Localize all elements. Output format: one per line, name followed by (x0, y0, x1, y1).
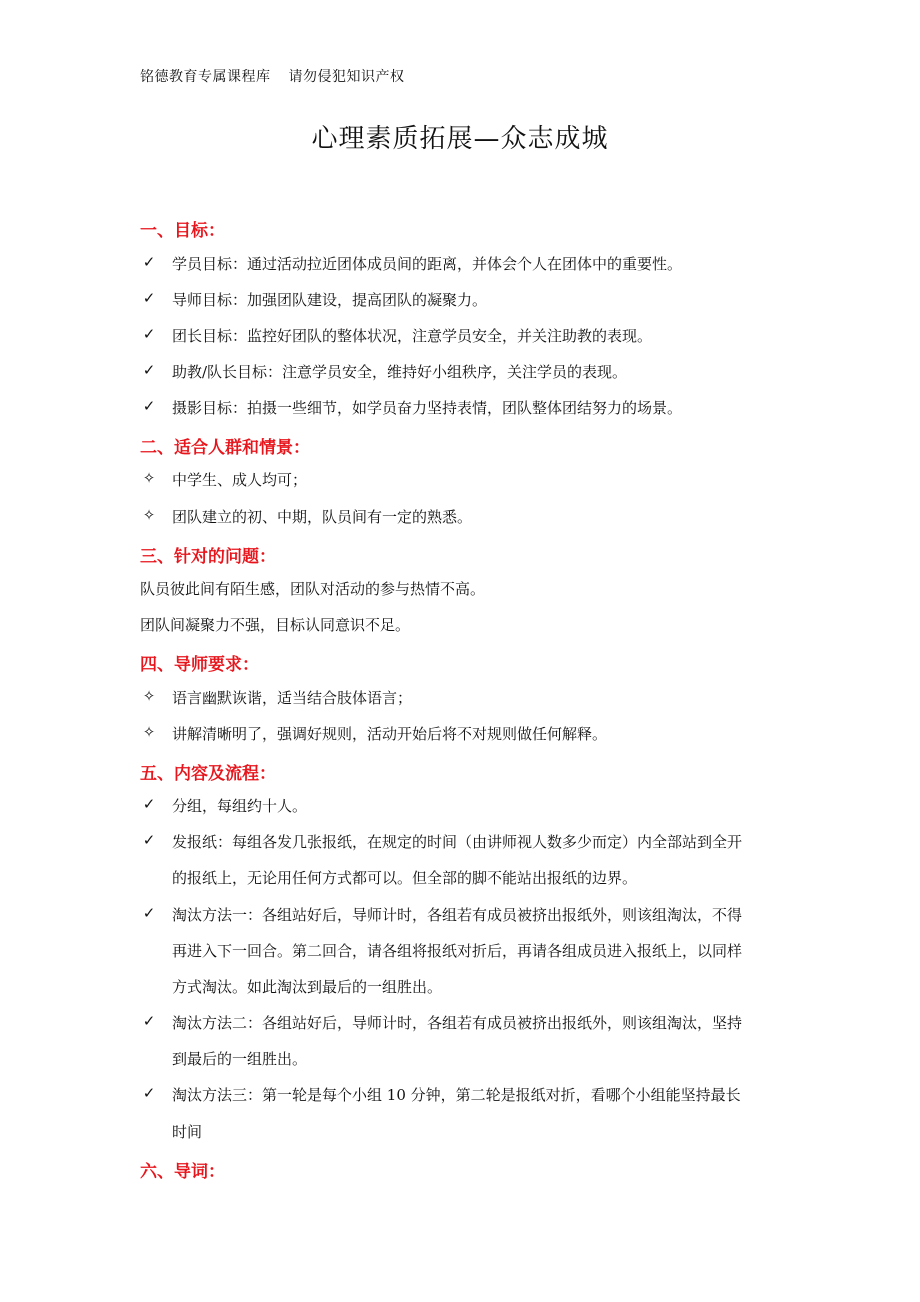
process-item-line: 再进入下一回合。第二回合，请各组将报纸对折后，再请各组成员进入报纸上，以同样 (172, 942, 743, 960)
diamond-icon: ✧ (142, 506, 156, 524)
process-item-line: 发报纸：每组各发几张报纸，在规定的时间（由讲师视人数多少而定）内全部站到全开 (172, 833, 743, 851)
goal-item: 摄影目标：拍摄一些细节，如学员奋力坚持表情，团队整体团结努力的场景。 (172, 399, 683, 417)
process-item-line: 方式淘汰。如此淘汰到最后的一组胜出。 (172, 978, 443, 996)
check-icon: ✓ (142, 1084, 156, 1102)
problem-line: 团队间凝聚力不强，目标认同意识不足。 (140, 616, 411, 634)
check-icon: ✓ (142, 397, 156, 415)
process-item-line: 时间 (172, 1123, 203, 1141)
section-heading-problems: 三、针对的问题： (140, 547, 276, 567)
process-item: 分组，每组约十人。 (172, 797, 308, 815)
section-heading-process: 五、内容及流程： (140, 764, 276, 784)
process-item-line: 淘汰方法一：各组站好后，导师计时，各组若有成员被挤出报纸外，则该组淘汰，不得 (172, 906, 743, 924)
page-header (140, 66, 405, 86)
problem-line: 队员彼此间有陌生感，团队对活动的参与热情不高。 (140, 580, 486, 598)
document-title: 心理素质拓展—众志成城 (311, 124, 609, 154)
section-heading-requirements: 四、导师要求： (140, 655, 259, 675)
audience-item: 团队建立的初、中期，队员间有一定的熟悉。 (172, 508, 473, 526)
check-icon: ✓ (142, 289, 156, 307)
audience-item: 中学生、成人均可； (172, 471, 308, 489)
process-item-line: 到最后的一组胜出。 (172, 1050, 308, 1068)
header-copyright: 请勿侵犯知识产权 (288, 69, 405, 85)
check-icon: ✓ (142, 831, 156, 849)
header-org: 铭德教育专属课程库 (140, 69, 271, 85)
check-icon: ✓ (142, 795, 156, 813)
check-icon: ✓ (142, 253, 156, 271)
check-icon: ✓ (142, 904, 156, 922)
requirement-item: 语言幽默诙谐，适当结合肢体语言； (172, 689, 413, 707)
section-heading-goals: 一、目标： (140, 221, 225, 241)
process-item-line: 淘汰方法二：各组站好后，导师计时，各组若有成员被挤出报纸外，则该组淘汰，坚持 (172, 1014, 743, 1032)
goal-item: 团长目标：监控好团队的整体状况，注意学员安全，并关注助教的表现。 (172, 327, 653, 345)
goal-item: 导师目标：加强团队建设，提高团队的凝聚力。 (172, 291, 488, 309)
diamond-icon: ✧ (142, 687, 156, 705)
process-item-line: 的报纸上，无论用任何方式都可以。但全部的脚不能站出报纸的边界。 (172, 869, 638, 887)
process-item-line: 淘汰方法三：第一轮是每个小组 10 分钟，第二轮是报纸对折，看哪个小组能坚持最长 (172, 1086, 741, 1104)
check-icon: ✓ (142, 361, 156, 379)
requirement-item: 讲解清晰明了，强调好规则，活动开始后将不对规则做任何解释。 (172, 725, 608, 743)
check-icon: ✓ (142, 325, 156, 343)
diamond-icon: ✧ (142, 723, 156, 741)
section-heading-script: 六、导词： (140, 1162, 225, 1182)
section-heading-audience: 二、适合人群和情景： (140, 438, 310, 458)
check-icon: ✓ (142, 1012, 156, 1030)
goal-item: 学员目标：通过活动拉近团体成员间的距离，并体会个人在团体中的重要性。 (172, 255, 683, 273)
goal-item: 助教/队长目标：注意学员安全，维持好小组秩序，关注学员的表现。 (172, 363, 628, 381)
diamond-icon: ✧ (142, 469, 156, 487)
